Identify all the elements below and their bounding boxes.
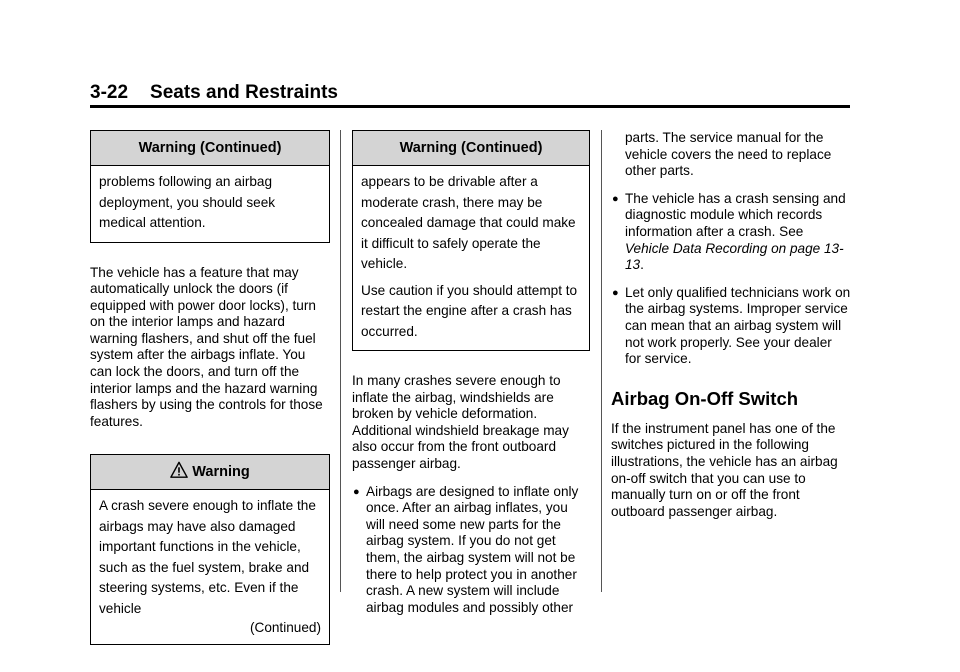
warning-box-text-2: Use caution if you should attempt to restart the engine after a crash has occurred. <box>361 282 578 339</box>
section-title: Seats and Restraints <box>150 82 338 103</box>
list-item <box>352 484 590 617</box>
airbag-bullet-list <box>352 484 590 617</box>
bullet-dot-icon: ● <box>612 286 619 299</box>
warning-title-text: Warning <box>192 464 250 481</box>
warning-box-body <box>91 490 329 644</box>
bullet-text: Airbags are designed to inflate only once. After an airbag inflates, you will need some new parts for the airbag system. If you do not get them, the airbag system will not be there to help protect you in another crash. A new system will include airbag modules and possibly other <box>366 483 579 615</box>
airbag-bullet-list-continued <box>611 191 851 368</box>
warning-box-body <box>91 166 329 242</box>
bullet-dot-icon: ● <box>612 192 619 205</box>
warning-box-text: problems following an airbag deployment, you should seek medical attention. <box>99 174 276 230</box>
page-number: 3-22 <box>90 82 129 103</box>
door-unlock-paragraph: The vehicle has a feature that may automatically unlock the doors (if equipped with power door locks), turn on the interior lamps and hazard warning flashers, and shut off the fuel system after the airbags inflate. You can lock the doors, and turn off the interior lamps and the hazard warning flashers by using the controls for those features. <box>90 264 323 429</box>
column-3 <box>611 130 851 520</box>
column-1 <box>90 130 330 645</box>
column-2 <box>352 130 590 616</box>
page-header <box>90 80 850 114</box>
section-heading: Airbag On-Off Switch <box>611 387 799 409</box>
on-off-switch-paragraph: If the instrument panel has one of the switches pictured in the following illustrations, the vehicle has an airbag on-off switch that you can use to manually turn on or off the front outboard passenger airbag. <box>611 420 838 519</box>
warning-box-title: Warning (Continued) <box>353 131 589 166</box>
page-title <box>90 82 338 104</box>
bullet-continuation: parts. The service manual for the vehicle covers the need to replace other parts. <box>625 130 832 179</box>
windshield-paragraph: In many crashes severe enough to inflate the airbag, windshields are broken by vehicle deformation. Additional windshield breakage may also occur from the front outboard passenger airbag. <box>352 373 569 471</box>
column-divider-2 <box>601 130 602 592</box>
warning-box-text-1: appears to be drivable after a moderate crash, there may be concealed damage that could make it difficult to safely operate the vehicle. <box>361 174 576 271</box>
warning-continued-box <box>90 130 330 243</box>
bullet-text: The vehicle has a crash sensing and diagnostic module which records information after a crash. See <box>625 190 846 239</box>
warning-box <box>90 454 330 645</box>
bullet-dot-icon: ● <box>353 485 360 498</box>
header-rule <box>90 105 850 108</box>
list-item <box>611 285 851 368</box>
warning-box-body <box>353 166 589 350</box>
cross-reference-link[interactable]: Vehicle Data Recording on page 13-13 <box>625 240 844 273</box>
warning-box-text: A crash severe enough to inflate the airbags may have also damaged important functions in the vehicle, such as the fuel system, brake and steering systems, etc. Even if the vehicle <box>99 498 316 616</box>
warning-box-title: Warning (Continued) <box>91 131 329 166</box>
continued-label: (Continued) <box>249 620 321 636</box>
warning-continued-box <box>352 130 590 351</box>
bullet-text-end: . <box>640 257 644 273</box>
bullet-text: Let only qualified technicians work on the airbag systems. Improper service can mean that an airbag system will not work properly. See your dealer for service. <box>625 284 851 367</box>
list-item <box>611 191 851 274</box>
column-divider-1 <box>340 130 341 592</box>
warning-triangle-icon <box>170 461 188 479</box>
warning-box-title <box>91 455 329 490</box>
